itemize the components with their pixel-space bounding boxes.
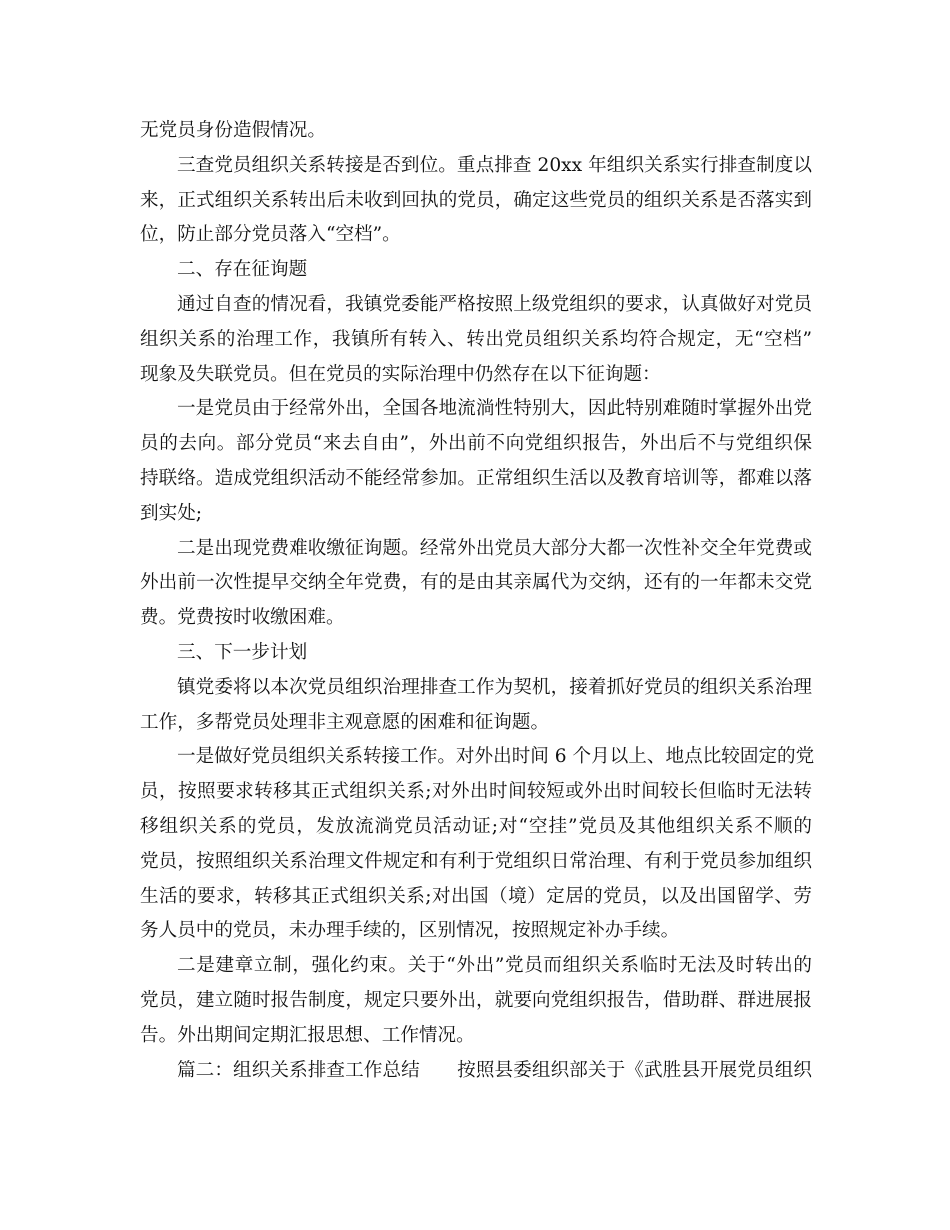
- paragraph-line: 无党员身份造假情况。: [140, 120, 326, 141]
- paragraph-line: 三查党员组织关系转接是否到位。重点排查 20xx 年组织关系实行排查制度以: [177, 154, 812, 176]
- paragraph-line: 二是出现党费难收缴征询题。经常外出党员大部分大都一次性补交全年党费或: [177, 537, 812, 559]
- paragraph-line: 持联络。造成党组织活动不能经常参加。正常组织生活以及教育培训等，都难以落: [140, 467, 812, 489]
- paragraph-line: 费。党费按时收缴困难。: [140, 607, 345, 629]
- paragraph-line: 一是做好党员组织关系转接工作。对外出时间 6 个月以上、地点比较固定的党: [177, 746, 815, 768]
- paragraph-line: 位，防止部分党员落入“空档”。: [140, 224, 401, 246]
- paragraph-line: 二是建章立制，强化约束。关于“外出”党员而组织关系临时无法及时转出的: [177, 955, 812, 977]
- paragraph-line: 务人员中的党员，未办理手续的，区别情况，按照规定补办手续。: [140, 920, 680, 942]
- paragraph-line: 党员，建立随时报告制度，规定只要外出，就要向党组织报告，借助群、群进展报: [140, 989, 812, 1011]
- paragraph-line: 移组织关系的党员，发放流淌党员活动证;对“空挂”党员及其他组织关系不顺的: [140, 815, 812, 837]
- paragraph-line: 现象及失联党员。但在党员的实际治理中仍然存在以下征询题：: [140, 363, 661, 385]
- paragraph-line: 员，按照要求转移其正式组织关系;对外出时间较短或外出时间较长但临时无法转: [140, 781, 812, 803]
- paragraph-line: 党员，按照组织关系治理文件规定和有利于党组织日常治理、有利于党员参加组织: [140, 850, 812, 872]
- paragraph-line: 外出前一次性提早交纳全年党费，有的是由其亲属代为交纳，还有的一年都未交党: [140, 572, 812, 594]
- paragraph-line: 来，正式组织关系转出后未收到回执的党员，确定这些党员的组织关系是否落实到: [140, 189, 812, 211]
- document-body: [140, 114, 815, 1088]
- paragraph-line: 工作，多帮党员处理非主观意愿的困难和征询题。: [140, 711, 550, 733]
- paragraph-line: 一是党员由于经常外出，全国各地流淌性特别大，因此特别难随时掌握外出党: [177, 398, 812, 420]
- paragraph-line: 员的去向。部分党员“来去自由”，外出前不向党组织报告，外出后不与党组织保: [140, 433, 812, 455]
- paragraph-line: 组织关系的治理工作，我镇所有转入、转出党员组织关系均符合规定，无“空档”: [140, 328, 812, 350]
- section-heading: 二、存在征询题: [177, 259, 308, 281]
- section-heading: 三、下一步计划: [177, 641, 308, 663]
- paragraph-line: 通过自查的情况看，我镇党委能严格按照上级党组织的要求，认真做好对党员: [177, 293, 812, 315]
- paragraph-line: 镇党委将以本次党员组织治理排查工作为契机，接着抓好党员的组织关系治理: [177, 676, 812, 698]
- paragraph-line: 告。外出期间定期汇报思想、工作情况。: [140, 1024, 475, 1046]
- paragraph-line: 篇二：组织关系排查工作总结 按照县委组织部关于《武胜县开展党员组织: [177, 1059, 812, 1081]
- paragraph-line: 到实处;: [140, 502, 203, 524]
- paragraph-line: 生活的要求，转移其正式组织关系;对出国（境）定居的党员，以及出国留学、劳: [140, 885, 812, 907]
